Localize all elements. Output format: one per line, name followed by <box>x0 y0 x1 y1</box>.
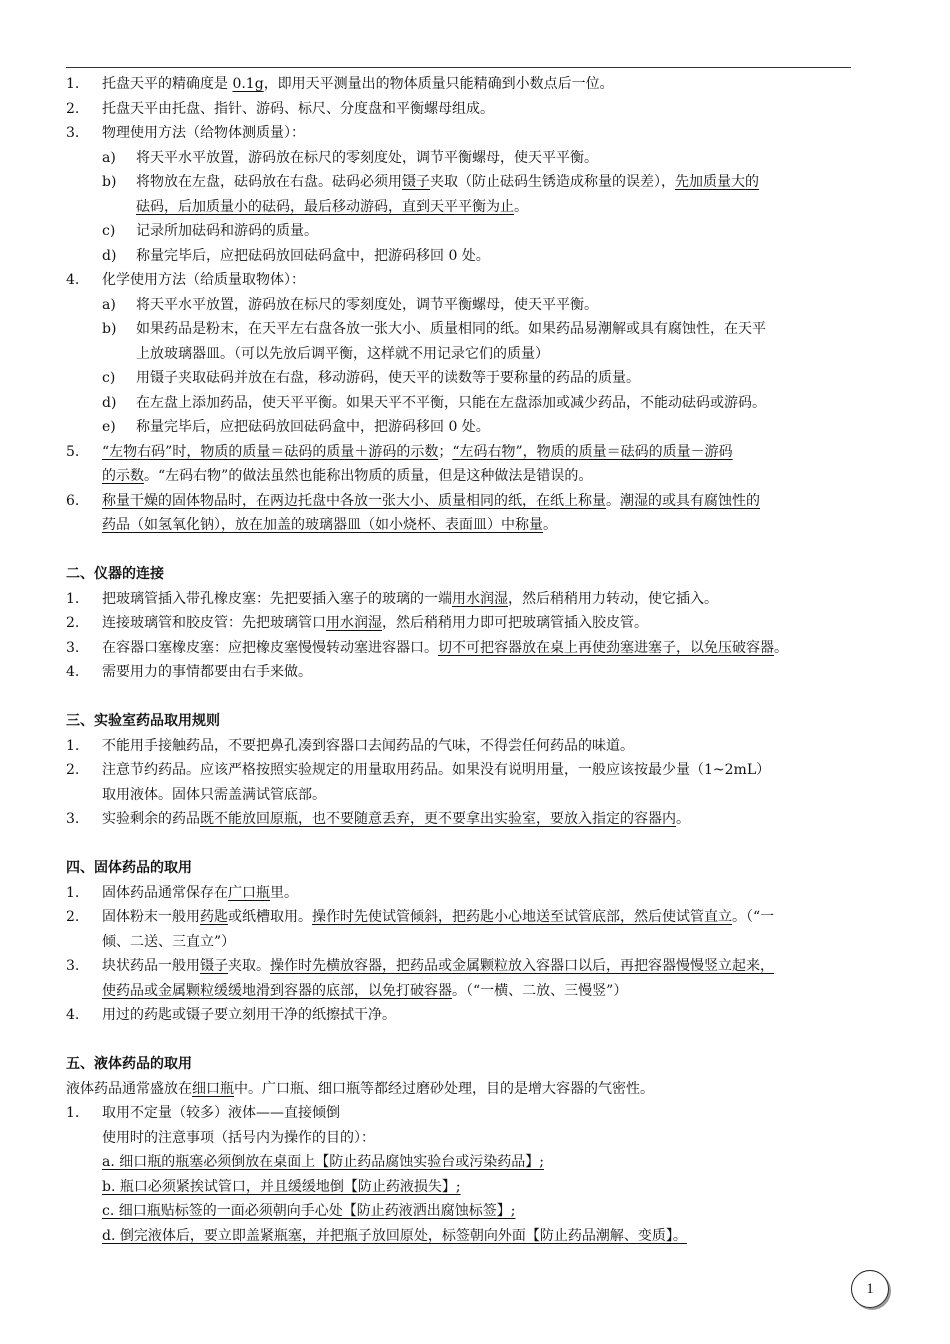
text-run: 。“左码右物”的做法虽然也能称出物质的质量，但是这种做法是错误的。 <box>144 468 593 484</box>
underlined-text: 细口瓶 <box>192 1080 234 1097</box>
item-text <box>102 905 774 930</box>
text-run: 上放玻璃器皿。（可以先放后调平衡，这样就不用记录它们的质量） <box>136 345 549 362</box>
text-run: 不能用手接触药品，不要把鼻孔凑到容器口去闻药品的气味，不得尝任何药品的味道。 <box>102 737 634 754</box>
list-item <box>66 121 886 146</box>
text-run: 。 <box>774 639 788 656</box>
item-text <box>136 219 318 244</box>
list-item <box>66 807 886 832</box>
list-item <box>66 1077 886 1102</box>
document-body <box>66 72 886 1248</box>
item-text <box>136 293 598 318</box>
text-run: 取用液体。固体只需盖满试管底部。 <box>102 786 326 803</box>
item-number: 4. <box>66 664 80 680</box>
item-text <box>136 342 549 367</box>
item-text <box>102 464 592 489</box>
list-item <box>66 440 886 465</box>
continuation-line <box>66 342 886 367</box>
item-number: 2. <box>66 615 80 631</box>
text-run: 称量完毕后，应把砝码放回砝码盒中，把游码移回 0 处。 <box>136 419 490 435</box>
text-run: 固体粉末一般用 <box>102 909 200 925</box>
underlined-text: 潮湿的或具有腐蚀性的 <box>620 492 760 509</box>
item-number: 2. <box>66 100 80 117</box>
item-number: d) <box>102 247 117 264</box>
text-run: 称量完毕后，应把砝码放回砝码盒中，把游码移回 0 处。 <box>136 247 490 264</box>
item-text <box>102 1101 340 1126</box>
text-run: 物理使用方法（给物体测质量）： <box>102 125 305 141</box>
item-text <box>136 146 598 171</box>
item-text <box>102 1199 515 1224</box>
list-item <box>66 489 886 514</box>
text-run: 连接玻璃管和胶皮管：先把玻璃管口 <box>102 615 326 631</box>
text-run: 固体药品通常保存在 <box>102 884 228 901</box>
list-item <box>66 587 886 612</box>
item-text <box>102 954 774 979</box>
list-item <box>66 1003 886 1028</box>
sub-list-item <box>66 415 886 440</box>
sub-list-item <box>66 170 886 195</box>
page-number: 1 <box>851 1270 889 1308</box>
underlined-text: 用水润湿 <box>326 615 382 631</box>
item-text <box>102 268 305 293</box>
sub-list-item <box>66 244 886 269</box>
item-number: 3. <box>66 125 80 141</box>
text-run: 将物放在左盘，砝码放在右盘。砝码必须用 <box>136 174 402 190</box>
item-number: b) <box>102 174 117 190</box>
underlined-text: 操作时先横放容器，把药品或金属颗粒放入容器口以后，再把容器慢慢竖立起来， <box>270 958 774 974</box>
text-run: 。（“一横、二放、三慢竖”） <box>452 982 628 999</box>
item-text <box>136 170 759 195</box>
list-item <box>66 954 886 979</box>
item-number: 2. <box>66 909 80 925</box>
underlined-text: 的示数 <box>102 468 144 484</box>
item-text <box>102 930 235 955</box>
item-number: 3. <box>66 958 80 974</box>
text-run: 实验剩余的药品 <box>102 811 200 827</box>
continuation-line <box>66 783 886 808</box>
underlined-text: 操作时先使试管倾斜，把药匙小心地送至试管底部，然后使试管直立 <box>312 909 732 925</box>
list-item <box>66 72 886 97</box>
spacer <box>66 538 886 563</box>
continuation-line <box>66 513 886 538</box>
underlined-text: 使药品或金属颗粒缓缓地滑到容器的底部，以免打破容器 <box>102 982 452 999</box>
item-text <box>102 1150 544 1175</box>
text-run: 使用时的注意事项（括号内为操作的目的）： <box>102 1129 375 1146</box>
item-text <box>102 636 788 661</box>
item-number: 4. <box>66 1007 80 1023</box>
underlined-text: b. 瓶口必须紧挨试管口，并且缓缓地倒【防止药液损失】; <box>102 1178 461 1195</box>
item-number: 1. <box>66 884 80 901</box>
text-run: 把玻璃管插入带孔橡皮塞：先把要插入塞子的玻璃的一端 <box>102 590 452 607</box>
continuation-line <box>66 1175 886 1200</box>
header-rule <box>66 67 851 68</box>
continuation-line <box>66 930 886 955</box>
item-number: 3. <box>66 639 80 656</box>
item-text <box>136 366 640 391</box>
text-run: 。（“一 <box>732 909 775 925</box>
section-heading: 二、仪器的连接 <box>66 566 164 582</box>
item-text <box>102 881 298 906</box>
text-run: 用镊子夹取砝码并放在右盘，移动游码，使天平的读数等于要称量的药品的质量。 <box>136 370 640 386</box>
item-text <box>102 121 305 146</box>
underlined-text: 砝码，后加质量小的砝码，最后移动游码，直到天平平衡为止 <box>136 198 514 215</box>
item-number: d) <box>102 394 117 411</box>
item-text <box>102 807 690 832</box>
item-number: e) <box>102 419 116 435</box>
text-run: 用过的药匙或镊子要立刻用干净的纸擦拭干净。 <box>102 1007 396 1023</box>
sub-list-item <box>66 366 886 391</box>
item-text <box>102 1003 396 1028</box>
item-text <box>102 97 494 122</box>
list-item <box>66 268 886 293</box>
continuation-line <box>66 1199 886 1224</box>
text-run: ，即用天平测量出的物体质量只能精确到小数点后一位。 <box>263 76 614 92</box>
underlined-text: 先加质量大的 <box>675 174 759 190</box>
item-text <box>102 979 627 1004</box>
underlined-text: a. 细口瓶的瓶塞必须倒放在桌面上【防止药品腐蚀实验台或污染药品】; <box>102 1154 544 1170</box>
item-number: b) <box>102 321 117 337</box>
underlined-text: 药匙 <box>200 909 228 925</box>
continuation-line <box>66 1126 886 1151</box>
text-run: 如果药品是粉末，在天平左右盘各放一张大小、质量相同的纸。如果药品易潮解或具有腐蚀性，在天平 <box>136 321 766 337</box>
text-run: ，然后稍稍用力转动，使它插入。 <box>508 590 718 607</box>
item-text <box>102 660 312 685</box>
text-run: ； <box>438 443 453 460</box>
spacer <box>66 832 886 857</box>
item-text <box>102 489 760 514</box>
item-number: 3. <box>66 811 80 827</box>
underlined-text: 广口瓶 <box>228 884 270 901</box>
text-run: 托盘天平由托盘、指针、游码、标尺、分度盘和平衡螺母组成。 <box>102 100 494 117</box>
sub-list-item <box>66 146 886 171</box>
item-number: a) <box>102 296 116 313</box>
item-text <box>136 244 490 269</box>
item-text <box>102 1224 687 1249</box>
item-text <box>102 734 634 759</box>
item-text <box>102 1126 375 1151</box>
item-text <box>102 440 733 465</box>
text-run: 在左盘上添加药品，使天平平衡。如果天平不平衡，只能在左盘添加或减少药品，不能动砝码或游码。 <box>136 394 766 411</box>
section-heading: 四、固体药品的取用 <box>66 860 192 876</box>
item-text <box>136 415 490 440</box>
list-item <box>66 905 886 930</box>
text-run: 块状药品一般用 <box>102 958 200 974</box>
item-text <box>102 513 557 538</box>
text-run: 将天平水平放置，游码放在标尺的零刻度处，调节平衡螺母，使天平平衡。 <box>136 149 598 166</box>
text-run: 托盘天平的精确度是 <box>102 76 233 92</box>
text-run: 记录所加砝码和游码的质量。 <box>136 223 318 239</box>
item-number: 1. <box>66 737 80 754</box>
item-number: 2. <box>66 762 80 778</box>
continuation-line <box>66 195 886 220</box>
underlined-text: 切不可把容器放在桌上再使劲塞进塞子，以免压破容器 <box>438 639 774 656</box>
list-item <box>66 758 886 783</box>
text-run: 注意节约药品。应该严格按照实验规定的用量取用药品。如果没有说明用量，一般应该按最少量（1~2mL） <box>102 762 771 778</box>
item-text <box>102 1175 461 1200</box>
spacer <box>66 685 886 710</box>
item-text <box>136 391 766 416</box>
item-number: c) <box>102 223 116 239</box>
list-item <box>66 611 886 636</box>
text-run: 夹取（防止砝码生锈造成称量的误差）， <box>430 174 675 190</box>
list-item <box>66 636 886 661</box>
text-run: 里。 <box>270 884 298 901</box>
sub-list-item <box>66 219 886 244</box>
item-text <box>102 587 718 612</box>
continuation-line <box>66 464 886 489</box>
text-run: ，然后稍稍用力即可把玻璃管插入胶皮管。 <box>382 615 648 631</box>
text-run: 或纸槽取用。 <box>228 909 312 925</box>
list-item <box>66 881 886 906</box>
item-number: 5. <box>66 443 80 460</box>
item-number: c) <box>102 370 116 386</box>
underlined-text: 称量干燥的固体物品时，在两边托盘中各放一张大小、质量相同的纸，在纸上称量 <box>102 492 606 509</box>
continuation-line <box>66 979 886 1004</box>
text-run: 夹取。 <box>228 958 270 974</box>
text-run: 液体药品通常盛放在 <box>66 1080 192 1097</box>
text-run: 。 <box>606 492 620 509</box>
list-item <box>66 1101 886 1126</box>
underlined-text: 用水润湿 <box>452 590 508 607</box>
section-heading: 三、实验室药品取用规则 <box>66 713 220 729</box>
underlined-text: 镊子 <box>200 958 228 974</box>
item-number: a) <box>102 149 116 166</box>
spacer <box>66 1028 886 1053</box>
item-text <box>102 758 770 783</box>
underlined-text: d. 倒完液体后，要立即盖紧瓶塞，并把瓶子放回原处，标签朝向外面【防止药品潮解、变质】。 <box>102 1227 687 1244</box>
list-item <box>66 97 886 122</box>
text-run: 中。广口瓶、细口瓶等都经过磨砂处理，目的是增大容器的气密性。 <box>234 1080 654 1097</box>
list-item <box>66 734 886 759</box>
sub-list-item <box>66 317 886 342</box>
underlined-text: 镊子 <box>402 174 430 190</box>
item-number: 1. <box>66 590 80 607</box>
sub-list-item <box>66 391 886 416</box>
list-item <box>66 660 886 685</box>
item-number: 6. <box>66 492 80 509</box>
sub-list-item <box>66 293 886 318</box>
text-run: 。 <box>543 517 557 533</box>
underlined-text: 药品（如氢氧化钠），放在加盖的玻璃器皿（如小烧杯、表面皿）中称量 <box>102 517 543 533</box>
item-text <box>136 317 766 342</box>
underlined-text: 0.1g <box>232 76 264 92</box>
text-run: 化学使用方法（给质量取物体）： <box>102 272 305 288</box>
underlined-text: “左码右物”，物质的质量＝砝码的质量－游码 <box>452 443 733 460</box>
underlined-text: c. 细口瓶贴标签的一面必须朝向手心处【防止药液洒出腐蚀标签】; <box>102 1203 516 1219</box>
item-text <box>102 783 326 808</box>
underlined-text: 既不能放回原瓶，也不要随意丢弃，更不要拿出实验室，要放入指定的容器内 <box>200 811 676 827</box>
section-heading: 五、液体药品的取用 <box>66 1056 192 1072</box>
item-text <box>102 72 614 97</box>
underlined-text: “左物右码”时，物质的质量＝砝码的质量＋游码的示数 <box>102 443 439 460</box>
item-text <box>66 1077 654 1102</box>
text-run: 在容器口塞橡皮塞：应把橡皮塞慢慢转动塞进容器口。 <box>102 639 438 656</box>
item-text <box>102 611 648 636</box>
item-number: 1. <box>66 76 80 92</box>
text-run: 将天平水平放置，游码放在标尺的零刻度处，调节平衡螺母，使天平平衡。 <box>136 296 598 313</box>
continuation-line <box>66 1224 886 1249</box>
item-number: 1. <box>66 1105 80 1121</box>
text-run: 需要用力的事情都要由右手来做。 <box>102 664 312 680</box>
text-run: 取用不定量（较多）液体——直接倾倒 <box>102 1105 340 1121</box>
text-run: 倾、二送、三直立”） <box>102 933 236 950</box>
item-text <box>136 195 528 220</box>
text-run: 。 <box>514 198 528 215</box>
item-number: 4. <box>66 272 80 288</box>
text-run: 。 <box>676 811 690 827</box>
continuation-line <box>66 1150 886 1175</box>
